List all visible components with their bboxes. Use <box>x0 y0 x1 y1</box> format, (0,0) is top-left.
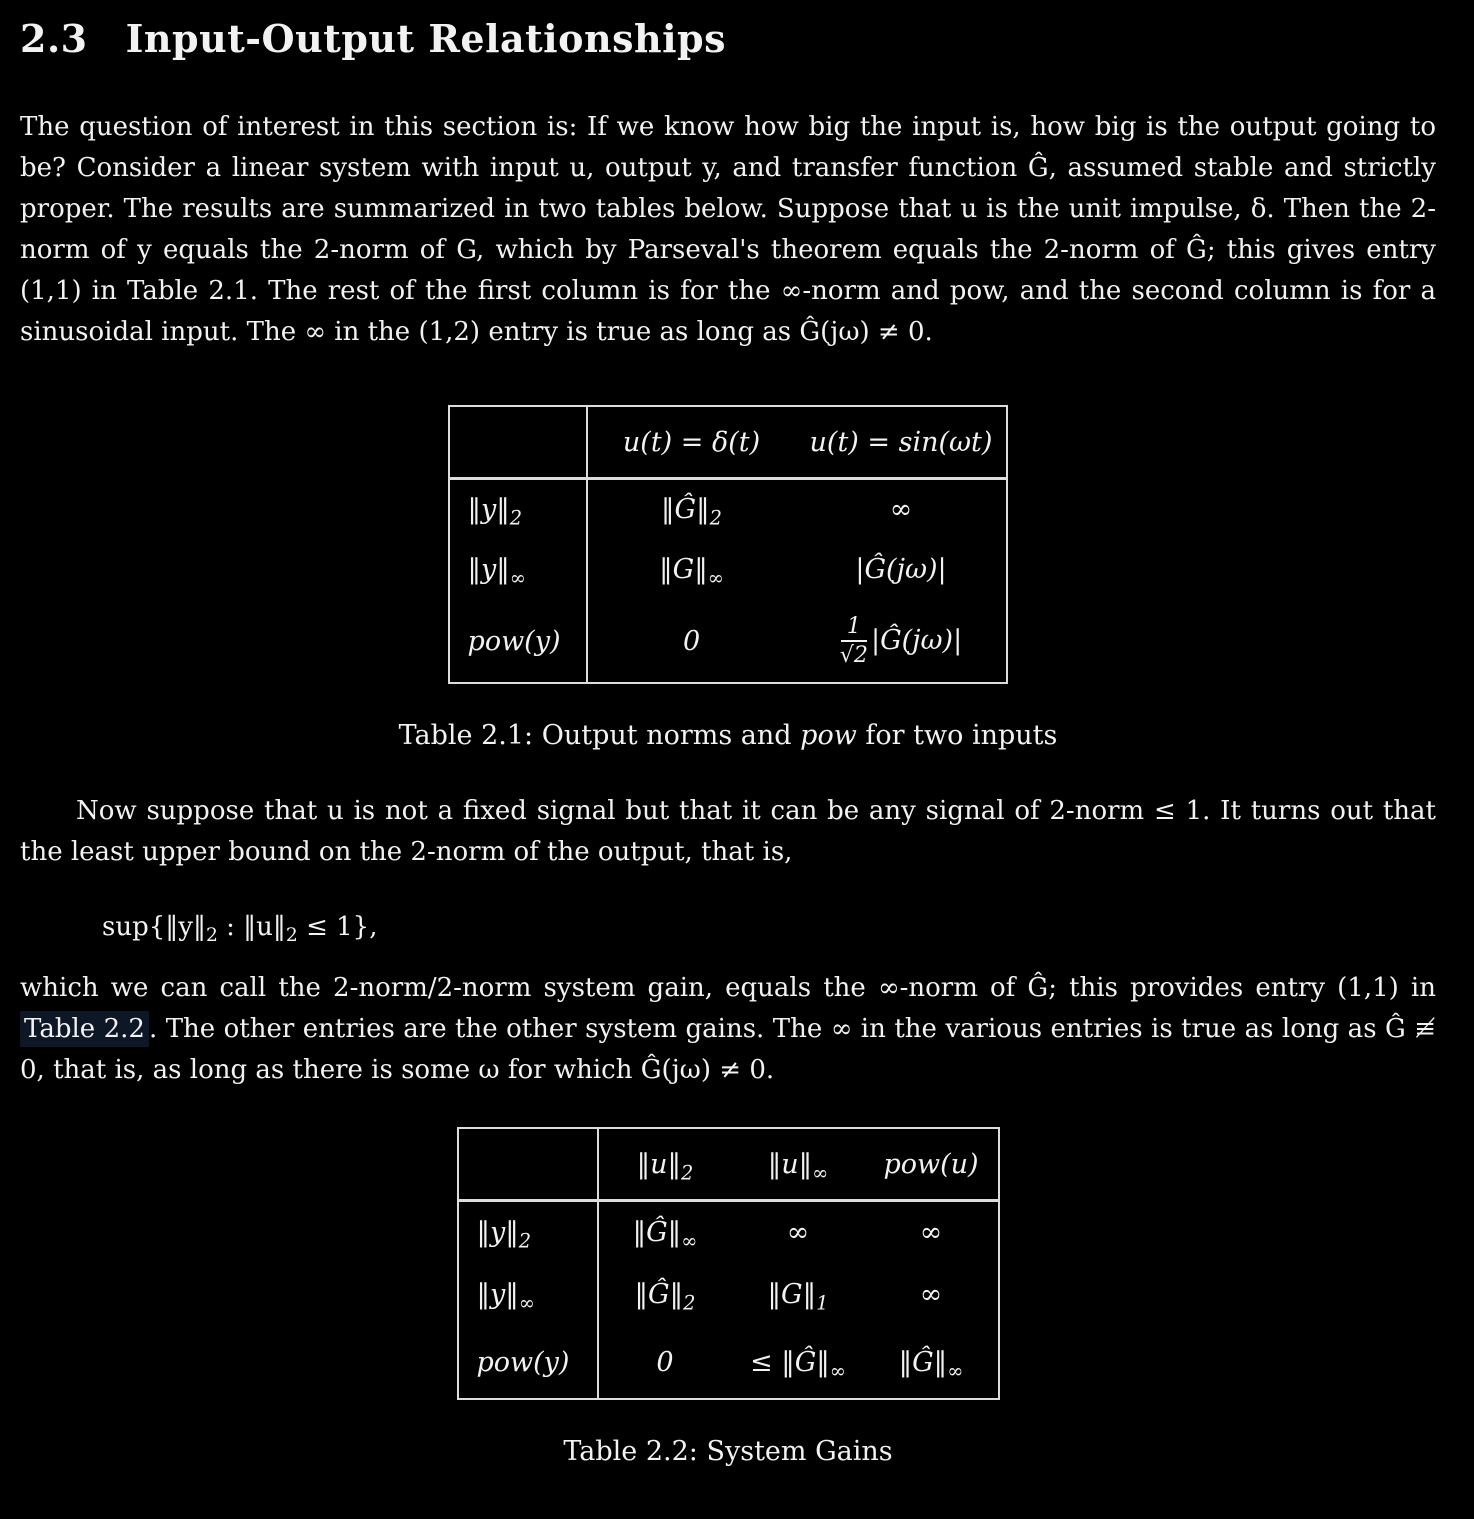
paragraph-system-gain: which we can call the 2-norm/2-norm system gain, equals the ∞-norm of Ĝ; this provides entry (1,1) in Table 2.2 . The other entries are the other system gains. The ∞ in the various entries is true as long as Ĝ ≢ 0, that is, as long as there is some ω for which Ĝ(jω) ≠ 0. <box>20 973 1436 1085</box>
row-label: $‖y‖_2$ <box>449 479 587 539</box>
table-2-2 <box>457 1127 1000 1400</box>
table-cell: ∞ <box>889 493 913 525</box>
table-2-1-header-impulse: u(t) = δ(t) <box>587 406 796 479</box>
table-cell: $‖Ĝ‖_\infty$ <box>632 1216 698 1252</box>
table-cell: $‖Ĝ‖_\infty$ <box>898 1346 964 1382</box>
table-cell: $‖Ĝ‖_2$ <box>634 1278 696 1314</box>
table-2-2-container <box>20 1127 1436 1400</box>
row-label: $‖y‖_2$ <box>458 1201 598 1263</box>
table-cell: $‖Ĝ‖_2$ <box>661 493 722 529</box>
table-cell: ≤ $‖Ĝ‖_\infty$ <box>750 1346 846 1382</box>
section-number: 2.3 <box>20 16 88 61</box>
table-cell: $‖G‖_\infty$ <box>659 553 724 589</box>
table-2-2-header-row <box>458 1128 999 1201</box>
table-2-1 <box>448 405 1009 684</box>
table-row-y-2norm <box>458 1201 999 1263</box>
table-cell: ∞ <box>919 1216 943 1248</box>
row-label: pow(y) <box>458 1326 598 1399</box>
table-row-y-infnorm <box>458 1262 999 1326</box>
row-label: $‖y‖_\infty$ <box>458 1262 598 1326</box>
table-2-1-container <box>20 405 1436 684</box>
table-2-2-caption: Table 2.2: System Gains <box>563 1436 893 1467</box>
paragraph-now-suppose: Now suppose that u is not a fixed signal but that it can be any signal of 2-norm ≤ 1. It turns out that the least upper bound on the 2-norm of the output, that is, <box>20 796 1436 867</box>
fraction: $\frac{1}{√2}$ <box>839 612 868 668</box>
table-2-2-header-u2: $‖u‖_2$ <box>598 1128 732 1201</box>
table-cell: $‖G‖_1$ <box>767 1278 829 1314</box>
table-cell-empty <box>458 1128 598 1201</box>
section-heading <box>20 16 1436 61</box>
table-cell: ∞ <box>919 1278 943 1310</box>
table-cell: 0 <box>656 1346 674 1378</box>
table-cell-fraction: $\frac{1}{√2}$ |Ĝ(jω)| <box>839 612 963 668</box>
table-2-1-caption: Table 2.1: Output norms and pow for two inputs <box>398 720 1058 751</box>
table-2-1-header-sinusoid: u(t) = sin(ωt) <box>796 406 1008 479</box>
table-2-1-header-row <box>449 406 1008 479</box>
table-row-y-infnorm <box>449 538 1008 600</box>
table-row-y-2norm <box>449 479 1008 539</box>
table-cell: ∞ <box>786 1216 810 1248</box>
table-cell: 0 <box>682 625 701 657</box>
row-label: $‖y‖_\infty$ <box>449 538 587 600</box>
row-label: pow(y) <box>449 600 587 683</box>
table-2-2-header-uinf: $‖u‖_\infty$ <box>732 1128 865 1201</box>
table-2-2-header-powu: pow(u) <box>865 1128 999 1201</box>
paragraph-intro: The question of interest in this section is: If we know how big the input is, how big is the output going to be? Consider a linear system with input u, output y, and transfer function Ĝ, assumed stable and strictly proper. The results are summarized in two tables below. Suppose that u is the unit impulse, δ. Then the 2-norm of y equals the 2-norm of G, which by Parseval's theorem equals the 2-norm of Ĝ; this gives entry (1,1) in Table 2.1. The rest of the first column is for the ∞-norm and pow, and the second column is for a sinusoidal input. The ∞ in the (1,2) entry is true as long as Ĝ(jω) ≠ 0. <box>20 112 1436 347</box>
table-row-pow-y <box>458 1326 999 1399</box>
table-row-pow-y <box>449 600 1008 683</box>
section-title: Input-Output Relationships <box>125 16 727 61</box>
table-2-2-link[interactable]: Table 2.2 <box>20 1011 149 1047</box>
table-cell: |Ĝ(jω)| <box>855 553 947 585</box>
table-cell-empty <box>449 406 587 479</box>
equation-sup-norm: $sup\{‖y‖_2$ : $‖u‖_2 \le 1$}, <box>102 912 378 947</box>
